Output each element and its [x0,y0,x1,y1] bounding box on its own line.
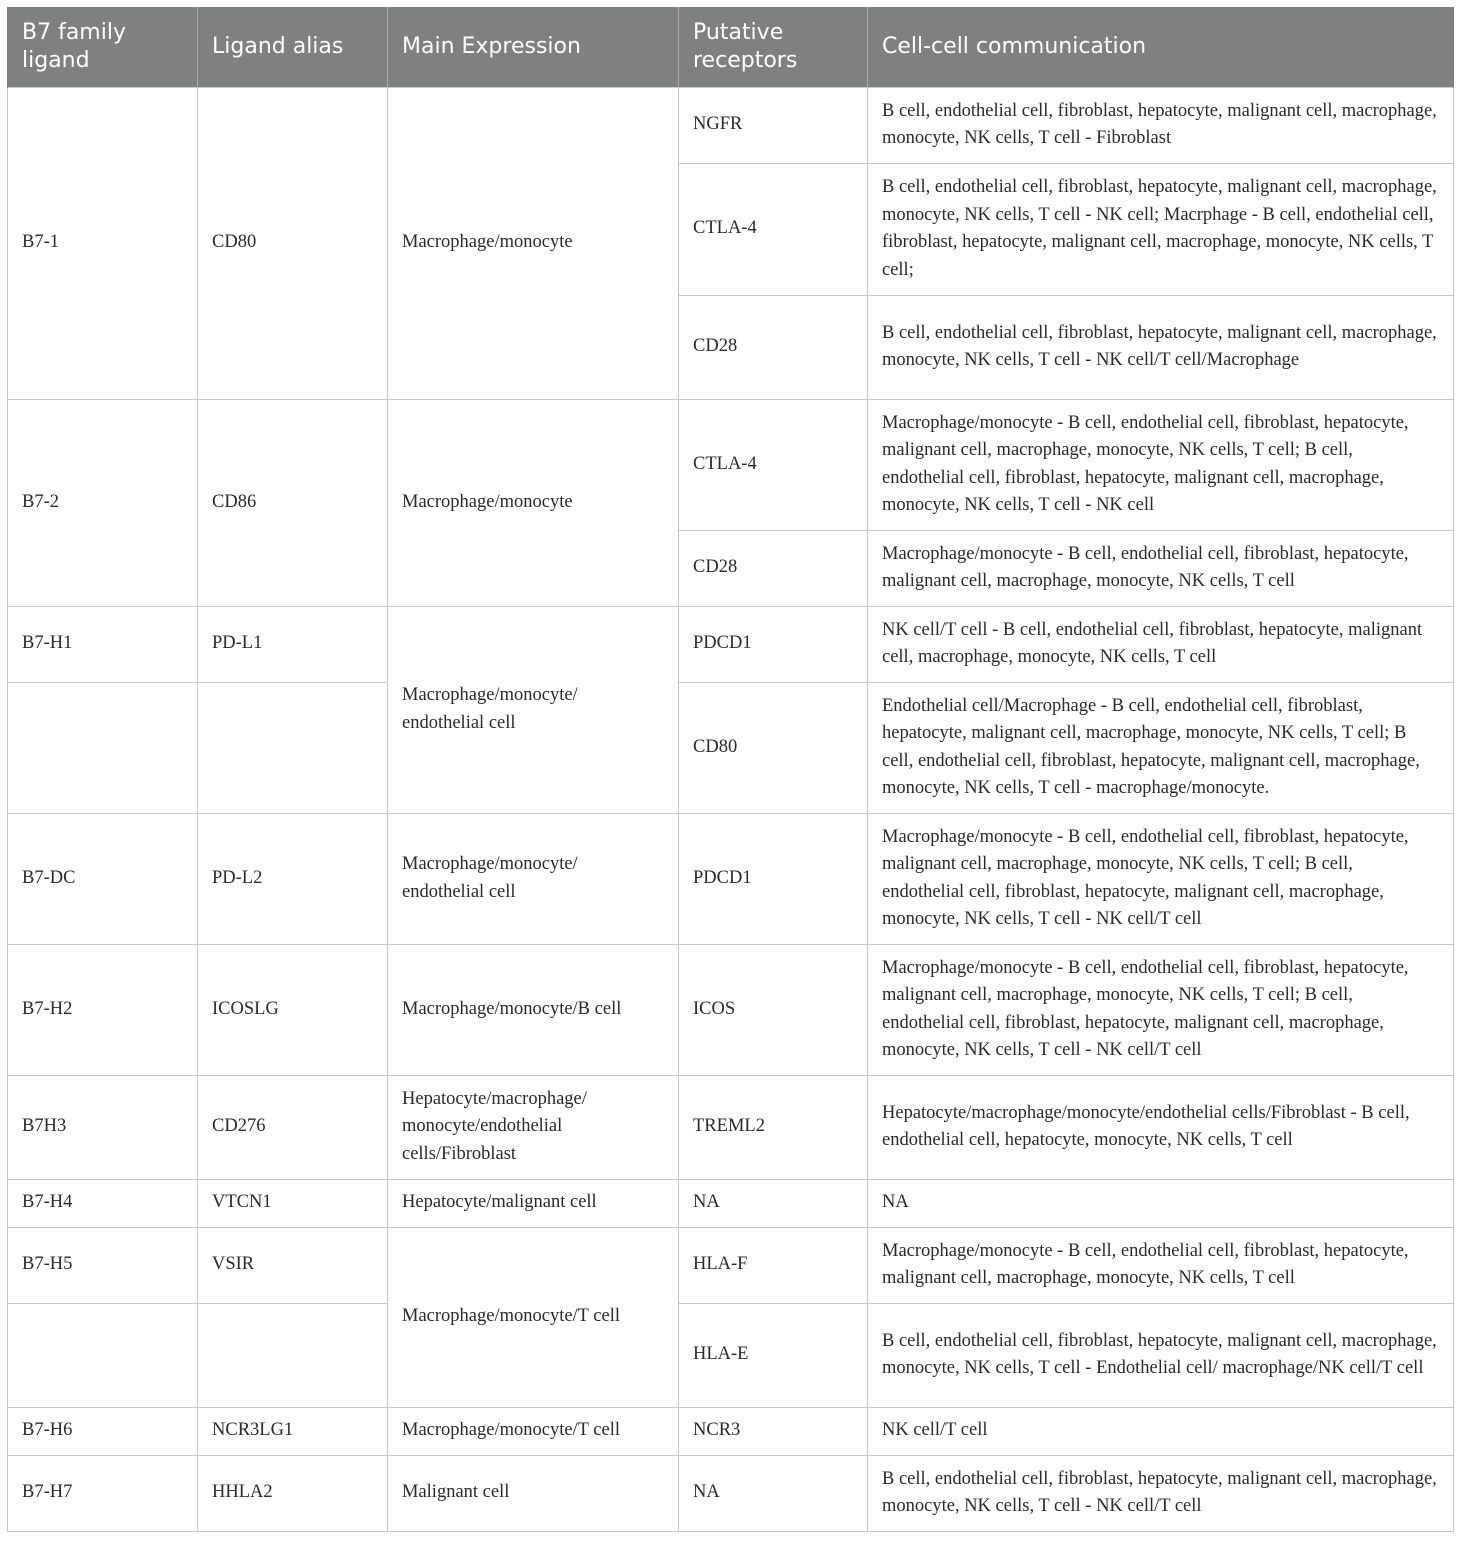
expression-cell: Malignant cell [388,1455,679,1531]
alias-cell: NCR3LG1 [198,1407,388,1455]
communication-cell: Macrophage/monocyte - B cell, endothelial cell, fibroblast, hepatocyte, malignant cell, macrophage, monocyte, NK cells, T cell; B cell, endothelial cell, fibroblast, hepatocyte, malignant cell, macrophage, monocyte, NK cells, T cell - NK cell/T cell [868,944,1454,1075]
table-row [8,682,1454,813]
table-row [8,1179,1454,1227]
header-expression: Main Expression [388,7,679,87]
ligand-cell: B7-H4 [8,1179,198,1227]
header-row [8,7,1454,87]
communication-cell: Macrophage/monocyte - B cell, endothelial cell, fibroblast, hepatocyte, malignant cell, macrophage, monocyte, NK cells, T cell [868,530,1454,606]
receptor-cell: CD28 [679,295,868,399]
alias-cell: CD276 [198,1075,388,1179]
table-row [8,1227,1454,1303]
table-row [8,1075,1454,1179]
communication-cell: B cell, endothelial cell, fibroblast, hepatocyte, malignant cell, macrophage, monocyte, NK cells, T cell - NK cell/T cell/Macrophage [868,295,1454,399]
alias-cell: VSIR [198,1227,388,1303]
alias-cell: VTCN1 [198,1179,388,1227]
table-row [8,813,1454,944]
receptor-cell: NA [679,1179,868,1227]
communication-cell: Macrophage/monocyte - B cell, endothelial cell, fibroblast, hepatocyte, malignant cell, macrophage, monocyte, NK cells, T cell [868,1227,1454,1303]
table-row [8,1455,1454,1531]
alias-cell: CD80 [198,87,388,399]
ligand-cell: B7-H2 [8,944,198,1075]
receptor-cell: CTLA-4 [679,163,868,295]
expression-cell: Macrophage/monocyte/B cell [388,944,679,1075]
ligand-cell: B7-H1 [8,606,198,682]
communication-cell: NK cell/T cell [868,1407,1454,1455]
b7-ligand-table [7,7,1454,1532]
receptor-cell: CD80 [679,682,868,813]
header-alias: Ligand alias [198,7,388,87]
communication-cell: B cell, endothelial cell, fibroblast, hepatocyte, malignant cell, macrophage, monocyte, NK cells, T cell - Endothelial cell/ macrophage/NK cell/T cell [868,1303,1454,1407]
receptor-cell: CTLA-4 [679,399,868,530]
table-row [8,1303,1454,1407]
communication-cell: Macrophage/monocyte - B cell, endothelial cell, fibroblast, hepatocyte, malignant cell, macrophage, monocyte, NK cells, T cell; B cell, endothelial cell, fibroblast, hepatocyte, malignant cell, macrophage, monocyte, NK cells, T cell - NK cell/T cell [868,813,1454,944]
expression-cell: Macrophage/monocyte [388,399,679,606]
communication-cell: B cell, endothelial cell, fibroblast, hepatocyte, malignant cell, macrophage, monocyte, NK cells, T cell - Fibroblast [868,87,1454,163]
expression-cell: Macrophage/monocyte/T cell [388,1407,679,1455]
receptor-cell: NCR3 [679,1407,868,1455]
communication-cell: NK cell/T cell - B cell, endothelial cell, fibroblast, hepatocyte, malignant cell, macrophage, monocyte, NK cells, T cell [868,606,1454,682]
receptor-cell: NA [679,1455,868,1531]
alias-cell [198,682,388,813]
alias-cell: CD86 [198,399,388,606]
ligand-cell: B7-DC [8,813,198,944]
communication-cell: Macrophage/monocyte - B cell, endothelial cell, fibroblast, hepatocyte, malignant cell, macrophage, monocyte, NK cells, T cell; B cell, endothelial cell, fibroblast, hepatocyte, malignant cell, macrophage, monocyte, NK cells, T cell - NK cell [868,399,1454,530]
alias-cell: PD-L1 [198,606,388,682]
header-ligand: B7 family ligand [8,7,198,87]
expression-cell: Macrophage/monocyte/T cell [388,1227,679,1407]
header-receptors: Putative receptors [679,7,868,87]
ligand-cell: B7-1 [8,87,198,399]
alias-cell: PD-L2 [198,813,388,944]
expression-cell: Hepatocyte/malignant cell [388,1179,679,1227]
communication-cell: B cell, endothelial cell, fibroblast, hepatocyte, malignant cell, macrophage, monocyte, NK cells, T cell - NK cell; Macrphage - B cell, endothelial cell, fibroblast, hepatocyte, malignant cell, macrophage, monocyte, NK cells, T cell; [868,163,1454,295]
receptor-cell: CD28 [679,530,868,606]
receptor-cell: HLA-E [679,1303,868,1407]
table-row [8,606,1454,682]
ligand-cell: B7-H5 [8,1227,198,1303]
ligand-cell: B7-H6 [8,1407,198,1455]
ligand-cell [8,1303,198,1407]
receptor-cell: TREML2 [679,1075,868,1179]
table-body [8,87,1454,1531]
table-row [8,399,1454,530]
expression-cell: Macrophage/monocyte/ endothelial cell [388,813,679,944]
alias-cell: ICOSLG [198,944,388,1075]
ligand-cell: B7-2 [8,399,198,606]
ligand-cell: B7H3 [8,1075,198,1179]
alias-cell: HHLA2 [198,1455,388,1531]
expression-cell: Hepatocyte/macrophage/ monocyte/endothelial cells/Fibroblast [388,1075,679,1179]
communication-cell: Endothelial cell/Macrophage - B cell, endothelial cell, fibroblast, hepatocyte, malignant cell, macrophage, monocyte, NK cells, T cell; B cell, endothelial cell, fibroblast, hepatocyte, malignant cell, macrophage, monocyte, NK cells, T cell - macrophage/monocyte. [868,682,1454,813]
table-row [8,87,1454,163]
ligand-cell: B7-H7 [8,1455,198,1531]
expression-cell: Macrophage/monocyte/ endothelial cell [388,606,679,813]
receptor-cell: HLA-F [679,1227,868,1303]
table-row [8,1407,1454,1455]
receptor-cell: PDCD1 [679,813,868,944]
alias-cell [198,1303,388,1407]
receptor-cell: PDCD1 [679,606,868,682]
receptor-cell: ICOS [679,944,868,1075]
communication-cell: NA [868,1179,1454,1227]
table-row [8,944,1454,1075]
expression-cell: Macrophage/monocyte [388,87,679,399]
communication-cell: B cell, endothelial cell, fibroblast, hepatocyte, malignant cell, macrophage, monocyte, NK cells, T cell - NK cell/T cell [868,1455,1454,1531]
receptor-cell: NGFR [679,87,868,163]
ligand-cell [8,682,198,813]
communication-cell: Hepatocyte/macrophage/monocyte/endothelial cells/Fibroblast - B cell, endothelial cell, hepatocyte, monocyte, NK cells, T cell [868,1075,1454,1179]
table-header [8,7,1454,87]
header-communication: Cell-cell communication [868,7,1454,87]
